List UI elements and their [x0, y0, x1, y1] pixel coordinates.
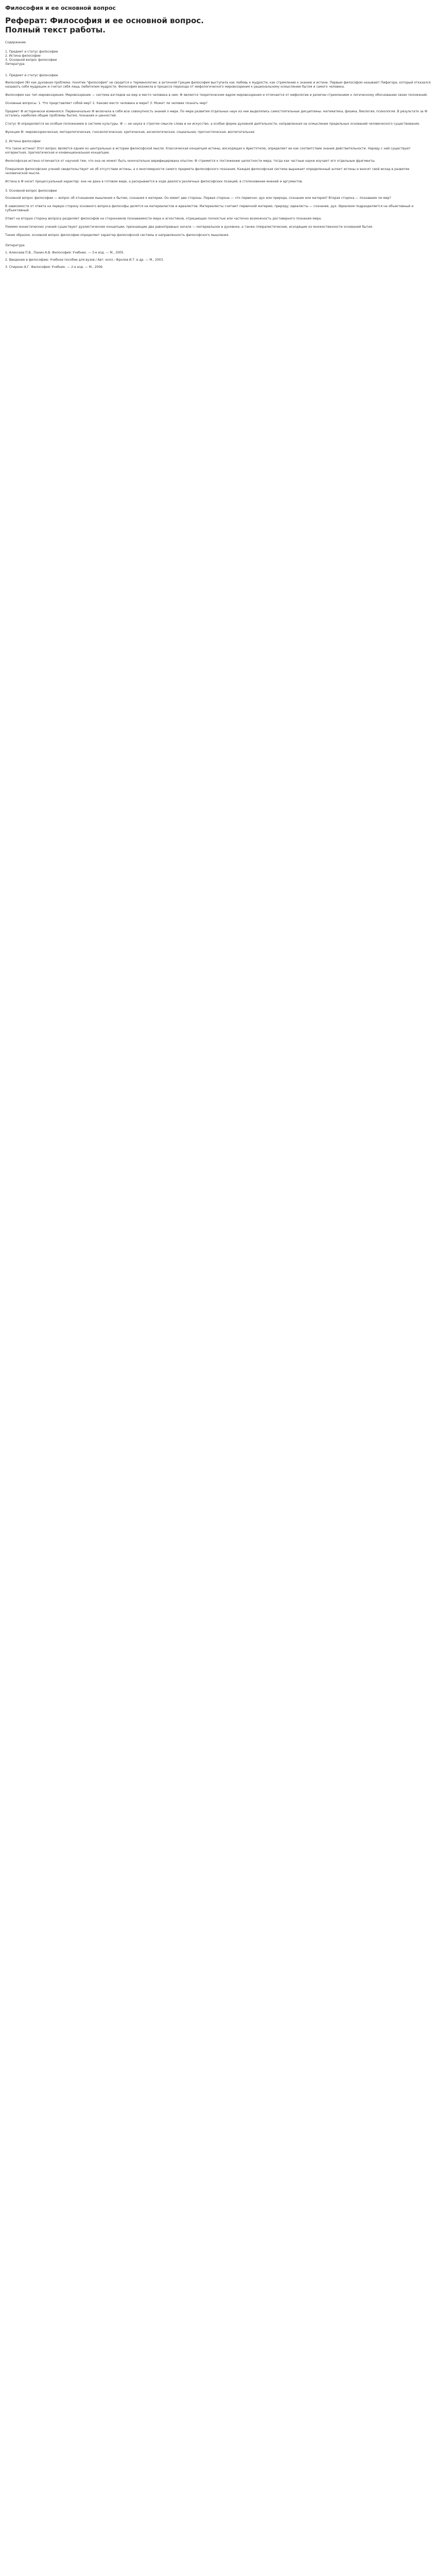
section-title: 1. Предмет и статус философии [5, 74, 58, 77]
page-title: Философия и ее основной вопрос [5, 5, 116, 11]
paragraph: Основные вопросы: 1. Что представляет собой мир? 2. Каково место человека в мире? 3. Может ли человек познать мир? [5, 101, 208, 105]
paragraph: Философская истина отличается от научной тем, что она не может быть окончательно верифицирована опытом. Ф стремится к постижению целостности мира, тогда как частные науки изучают его отдельные фрагменты. [5, 159, 376, 163]
paragraph: Функции Ф: мировоззренческая, методологическая, гносеологическая, критическая, аксиологическая, социальная, прогностическая, воспитательная. [5, 130, 255, 134]
paragraph: Основной вопрос философии — вопрос об отношении мышления к бытию, сознания к материи. Он имеет две стороны. Первая сторона — что первично: дух или природа, сознание или материя? Вторая сторона — познаваем ли мир? [5, 196, 391, 200]
paragraph: Философия (Ф) как духовная проблема: понятие "философия" не сводится к терминологии; в античной Греции философия выступала как любовь к мудрости, как стремление к знанию и истине. Первым философом называют Пифагора, который отказался называть себя мудрецом и считал себя лишь любителем мудрости. Философия возникла в процессе перехода от мифологического мировоззрения к рациональному осмыслению бытия и самого человека. [5, 81, 431, 89]
reference-item: 3. Спиркин А.Г. Философия: Учебник. — 2-е изд. — М., 2006. [5, 265, 103, 269]
reference-item: 2. Введение в философию: Учебное пособие для вузов / Авт. колл.: Фролов И.Т. и др. — М., 2003. [5, 258, 164, 262]
toc-item[interactable]: 1. Предмет и статус философии [5, 50, 58, 54]
paragraph: Плюрализм философских учений свидетельствует не об отсутствии истины, а о многомерности самого предмета философского познания. Каждая философская система выражает определенный аспект истины и вносит свой вклад в развитие человеческой мысли. [5, 167, 410, 175]
section-3 [5, 189, 431, 238]
toc-item[interactable]: 2. Истина философии [5, 54, 41, 58]
references [5, 244, 431, 269]
paragraph: Помимо монистических учений существуют дуалистические концепции, признающие два равноправных начала — материальное и духовное, а также плюралистические, исходящие из множественности оснований бытия. [5, 225, 373, 229]
section-title: 3. Основной вопрос философии [5, 189, 57, 193]
paragraph: Философия как тип мировоззрения. Мировоззрение — система взглядов на мир и место человека в нем. Ф является теоретическим ядром мировоззрения и отличается от мифологии и религии стремлением к логическому обоснованию своих положений. [5, 93, 428, 97]
toc-item[interactable]: 3. Основной вопрос философии [5, 58, 57, 62]
section-1 [5, 74, 431, 134]
paragraph: Ответ на вторую сторону вопроса разделяет философов на сторонников познаваемости мира и агностиков, отрицающих полностью или частично возможность достоверного познания мира. [5, 217, 322, 221]
toc-item[interactable]: Литература [5, 62, 25, 66]
paragraph: Что такое истина? Этот вопрос является одним из центральных в истории философской мысли. Классическая концепция истины, восходящая к Аристотелю, определяет ее как соответствие знания действительности. Наряду с ней существуют когерентная, прагматическая и конвенциональная концепции. [5, 147, 411, 155]
section-2 [5, 140, 431, 184]
toc-label: Содержание [5, 41, 26, 44]
paragraph: Истина в Ф носит процессуальный характер: она не дана в готовом виде, а раскрывается в ходе диалога различных философских позиций, в столкновении мнений и аргументов. [5, 180, 303, 183]
references-label: Литература [5, 244, 25, 247]
page [0, 0, 436, 269]
table-of-contents [5, 50, 431, 66]
paragraph: Статус Ф определяется ее особым положением в системе культуры. Ф — не наука в строгом смысле слова и не искусство, а особая форма духовной деятельности, направленная на осмысление предельных оснований человеческого существования. [5, 122, 420, 126]
paragraph: В зависимости от ответа на первую сторону основного вопроса философы делятся на материалистов и идеалистов. Материалисты считают первичной материю, природу; идеалисты — сознание, дух. Идеализм подразделяется на объективный и субъективный. [5, 205, 414, 212]
document-title: Реферат: Философия и ее основной вопрос. Полный текст работы. [5, 16, 204, 35]
paragraph: Таким образом, основной вопрос философии определяет характер философской системы и направленность философского мышления. [5, 233, 230, 237]
section-title: 2. Истина философии [5, 140, 41, 143]
reference-item: 1. Алексеев П.В., Панин А.В. Философия: Учебник. — 3-е изд. — М., 2005. [5, 251, 125, 255]
paragraph: Предмет Ф исторически изменялся. Первоначально Ф включала в себя всю совокупность знаний о мире. По мере развития отдельных наук из нее выделялись самостоятельные дисциплины: математика, физика, биология, психология. В результате за Ф остались наиболее общие проблемы бытия, познания и ценностей. [5, 110, 427, 117]
